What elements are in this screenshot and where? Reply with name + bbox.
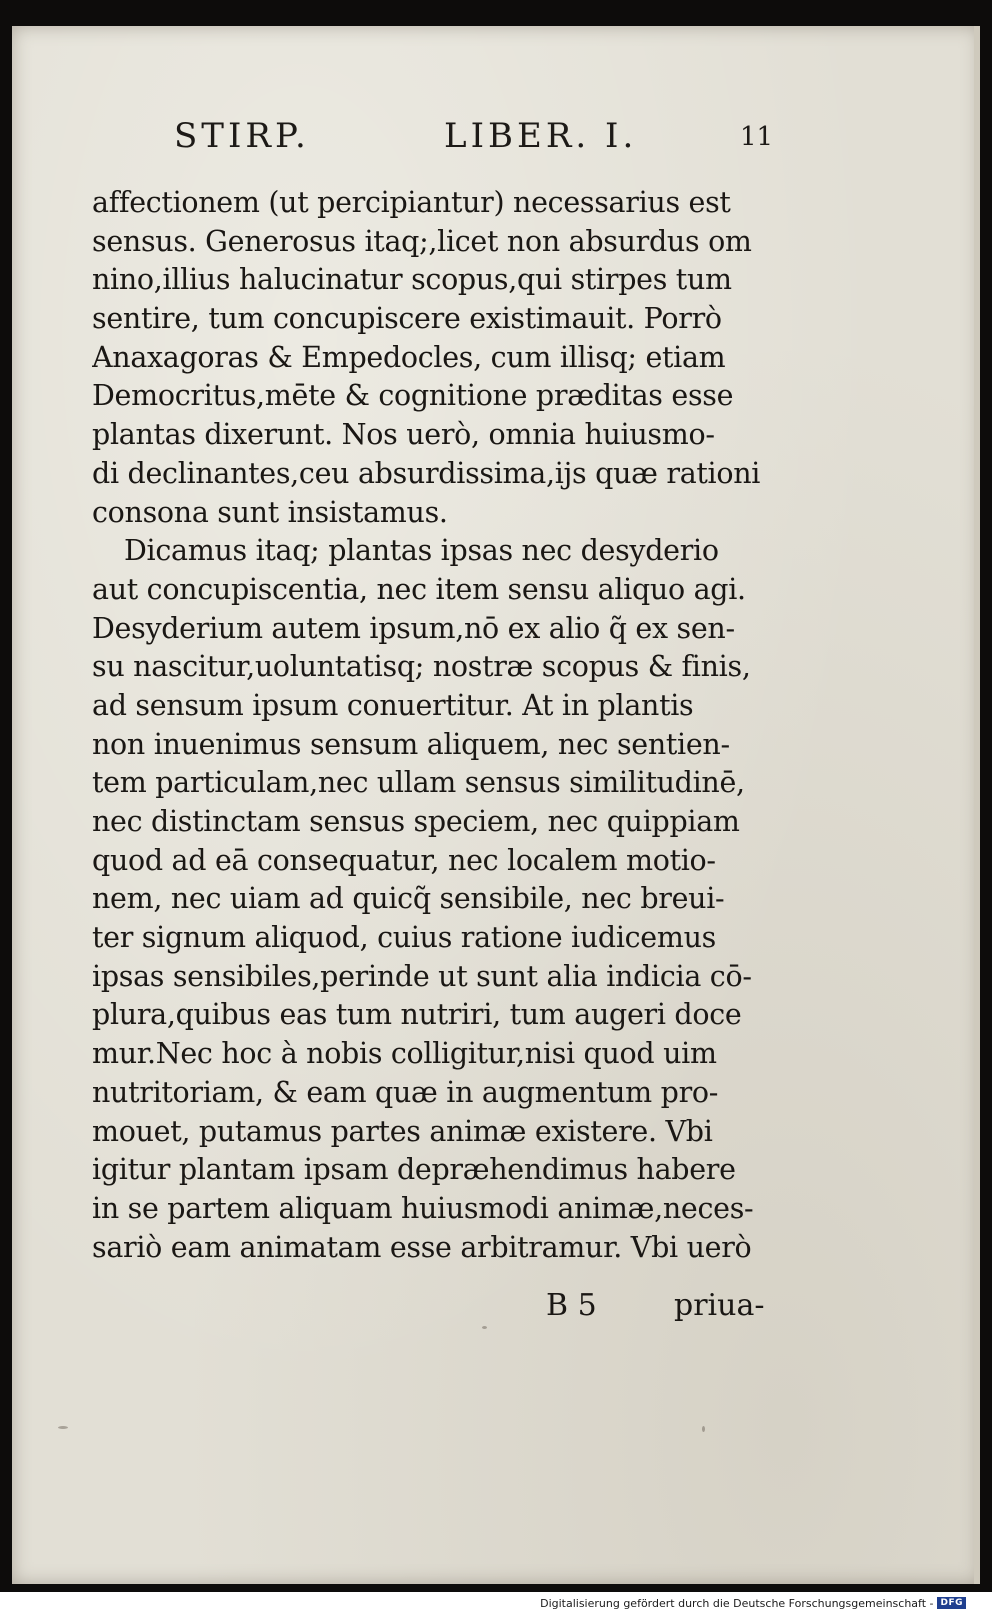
text-line: consona sunt insistamus. [92, 495, 448, 529]
paper-blemish [482, 1326, 487, 1329]
book-page [12, 26, 980, 1584]
text-line: plura,quibus eas tum nutriri, tum augeri doce [92, 998, 742, 1032]
text-line: Democritus,mēte & cognitione præditas esse [92, 379, 734, 413]
paper-blemish [58, 1426, 68, 1429]
text-line: Anaxagoras & Empedocles, cum illisq; etiam [92, 340, 726, 374]
text-line: quod ad eā consequatur, nec localem motio- [92, 843, 716, 877]
text-line: tem particulam,nec ullam sensus similitudinē, [92, 766, 745, 800]
text-line: sentire, tum concupiscere existimauit. Porrò [92, 302, 722, 336]
text-line: su nascitur,uoluntatisq; nostræ scopus & finis, [92, 650, 751, 684]
text-line: ter signum aliquod, cuius ratione iudicemus [92, 921, 716, 955]
text-line: non inuenimus sensum aliquem, nec sentien- [92, 727, 730, 761]
body-text [92, 184, 812, 1267]
text-line: aut concupiscentia, nec item sensu aliquo agi. [92, 572, 746, 606]
text-line: ad sensum ipsum conuertitur. At in plantis [92, 688, 694, 722]
text-line: in se partem aliquam huiusmodi animæ,neces- [92, 1191, 754, 1225]
text-line: Desyderium autem ipsum,nō ex alio q̃ ex sen- [92, 611, 735, 645]
page-number: 11 [740, 122, 774, 152]
page-edge [974, 26, 980, 1584]
text-line: igitur plantam ipsam depræhendimus habere [92, 1153, 736, 1187]
text-line: nec distinctam sensus speciem, nec quippiam [92, 805, 740, 838]
text-line: di declinantes,ceu absurdissima,ijs quæ rationi [92, 456, 761, 490]
running-head-left: STIRP. [174, 116, 310, 156]
running-head [12, 116, 980, 164]
credit-text: Digitalisierung gefördert durch die Deutsche Forschungsgemeinschaft - [540, 1596, 934, 1610]
dfg-logo: DFG [937, 1597, 966, 1609]
running-head-center: LIBER. I. [444, 116, 638, 156]
paper-blemish [702, 1426, 705, 1432]
text-line: nino,illius halucinatur scopus,qui stirpes tum [92, 263, 732, 297]
text-line: mouet, putamus partes animæ existere. Vbi [92, 1114, 713, 1148]
text-line: plantas dixerunt. Nos uerò, omnia huiusmo- [92, 418, 715, 452]
text-line: sariò eam animatam esse arbitramur. Vbi uerò [92, 1230, 752, 1264]
text-line: ipsas sensibiles,perinde ut sunt alia indicia cō- [92, 959, 752, 993]
text-line: nem, nec uiam ad quicq̃ sensibile, nec breui- [92, 882, 725, 916]
digitization-credit [540, 1596, 966, 1610]
text-line: mur.Nec hoc à nobis colligitur,nisi quod uim [92, 1037, 717, 1071]
text-line: nutritoriam, & eam quæ in augmentum pro- [92, 1075, 719, 1109]
signature-mark: B 5 [546, 1288, 597, 1323]
paragraph-start-line: Dicamus itaq; plantas ipsas nec desyderio [124, 534, 719, 568]
text-line: sensus. Generosus itaq;,licet non absurdus om [92, 224, 752, 258]
catchword: priua- [674, 1288, 765, 1323]
catchline [12, 1288, 980, 1328]
text-line: affectionem (ut percipiantur) necessarius est [92, 186, 731, 219]
